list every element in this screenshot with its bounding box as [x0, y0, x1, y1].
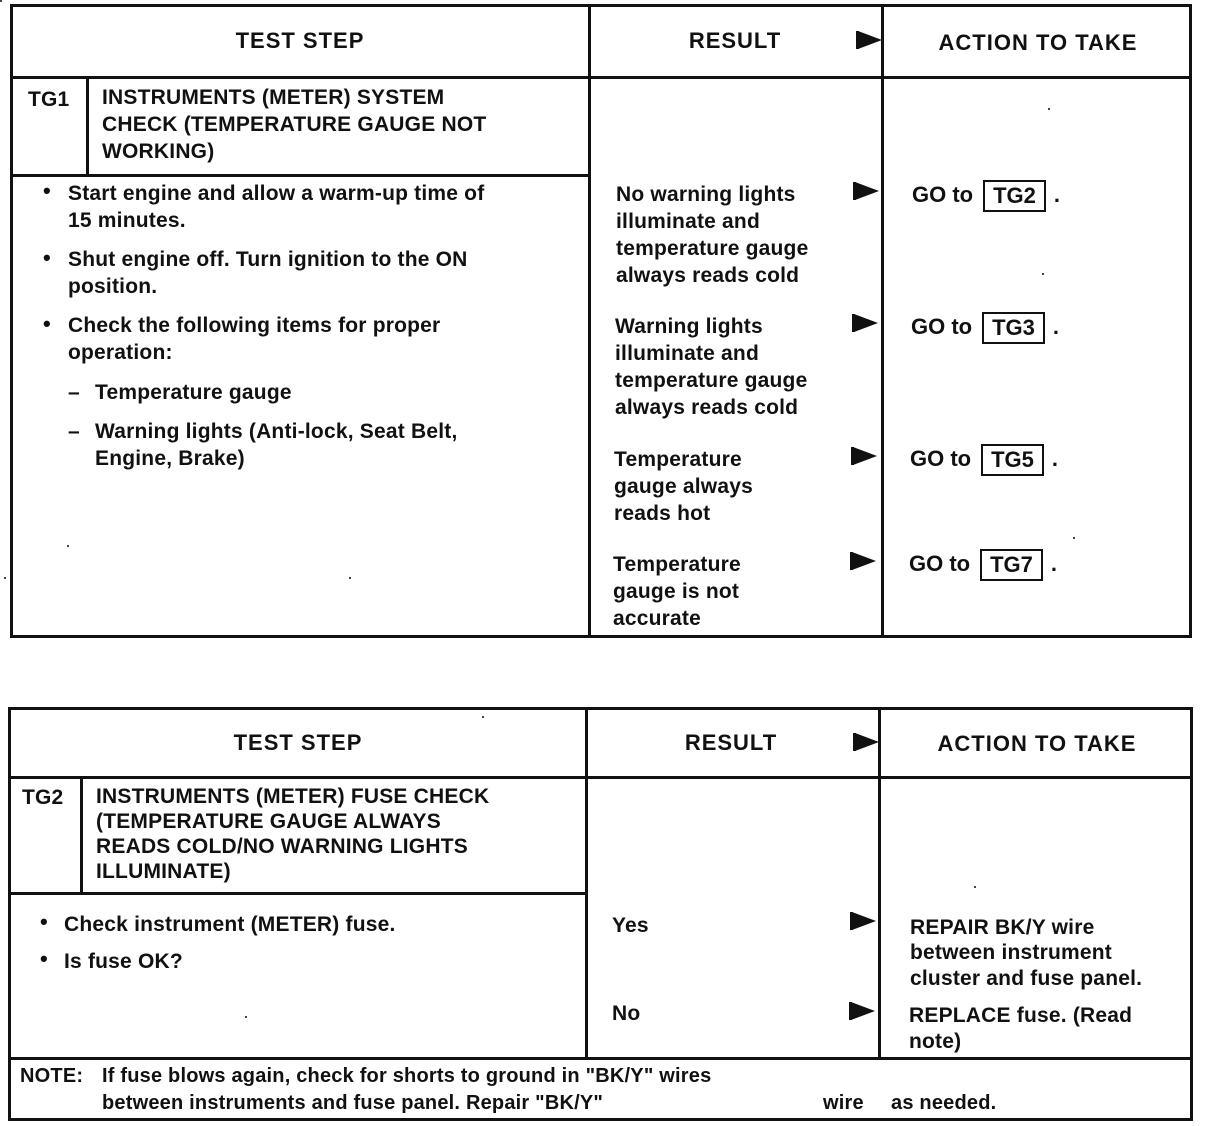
- header-action: ACTION TO TAKE: [937, 731, 1137, 756]
- arrow-icon: [853, 447, 877, 465]
- divider: [588, 4, 591, 638]
- note-line: wire: [823, 1092, 864, 1114]
- bullet-icon: •: [40, 946, 48, 971]
- dash-icon: –: [68, 420, 80, 443]
- bullet-icon: •: [43, 245, 51, 270]
- result-line: No warning lights: [616, 183, 796, 206]
- bullet-icon: •: [43, 178, 51, 203]
- divider: [80, 779, 83, 893]
- goto-label: GO to: [912, 181, 974, 207]
- step-title-line: READS COLD/NO WARNING LIGHTS: [96, 835, 468, 858]
- scan-speck: [1042, 273, 1044, 275]
- note-label: NOTE:: [20, 1065, 84, 1087]
- divider: [8, 892, 588, 895]
- instruction-subitem: Engine, Brake): [95, 447, 245, 470]
- instruction-line: operation:: [68, 341, 173, 364]
- action-line: cluster and fuse panel.: [910, 967, 1143, 990]
- ref-box-tg7[interactable]: TG7: [980, 549, 1043, 581]
- result-line: illuminate and: [615, 342, 759, 365]
- divider: [878, 707, 881, 1059]
- result-line: Yes: [612, 914, 649, 937]
- divider: [86, 79, 89, 175]
- result-line: temperature gauge: [616, 237, 809, 260]
- result-line: always reads cold: [615, 396, 799, 419]
- note-line: If fuse blows again, check for shorts to ground in "BK/Y" wires: [102, 1065, 712, 1087]
- action-line: between instrument: [910, 941, 1112, 964]
- action-goto: [910, 444, 1058, 476]
- instruction-subitem: Warning lights (Anti-lock, Seat Belt,: [95, 420, 458, 443]
- header-result: RESULT: [684, 730, 778, 755]
- arrow-icon: [851, 1002, 875, 1020]
- goto-label: GO to: [909, 550, 971, 576]
- note-line: as needed.: [891, 1092, 997, 1114]
- action-goto: [912, 180, 1060, 212]
- header-arrow-icon: [858, 31, 882, 49]
- ref-box-tg3[interactable]: TG3: [982, 312, 1045, 344]
- action-line: note): [909, 1030, 962, 1053]
- action-goto: [911, 312, 1059, 344]
- dash-icon: –: [68, 381, 80, 404]
- arrow-icon: [854, 314, 878, 332]
- action-line: REPAIR BK/Y wire: [910, 916, 1095, 939]
- step-title-line: ILLUMINATE): [96, 860, 231, 883]
- divider: [10, 76, 1192, 79]
- action-line: REPLACE fuse. (Read: [909, 1004, 1133, 1027]
- instruction-line: Start engine and allow a warm-up time of: [68, 182, 485, 205]
- step-title-line: (TEMPERATURE GAUGE ALWAYS: [96, 810, 441, 833]
- arrow-icon: [855, 182, 879, 200]
- divider: [8, 776, 1193, 779]
- instruction-line: position.: [68, 275, 158, 298]
- scan-speck: [1048, 108, 1050, 110]
- result-line: Warning lights: [615, 315, 763, 338]
- result-line: accurate: [613, 607, 701, 630]
- step-title-line: CHECK (TEMPERATURE GAUGE NOT: [102, 113, 487, 136]
- step-title-line: WORKING): [102, 140, 215, 163]
- instruction-line: 15 minutes.: [68, 209, 186, 232]
- step-id: TG2: [22, 786, 64, 809]
- instruction-subitem: Temperature gauge: [95, 381, 292, 404]
- goto-period: .: [1053, 181, 1061, 207]
- header-arrow-icon: [855, 733, 879, 751]
- instruction-line: Check the following items for proper: [68, 314, 441, 337]
- action-goto: [909, 549, 1057, 581]
- scan-speck: [349, 577, 351, 579]
- header-action: ACTION TO TAKE: [938, 30, 1138, 55]
- divider: [585, 707, 588, 1059]
- arrow-icon: [852, 912, 876, 930]
- step-title-line: INSTRUMENTS (METER) SYSTEM: [102, 86, 445, 109]
- scan-speck: [4, 577, 6, 579]
- result-line: Temperature: [613, 553, 741, 576]
- ref-box-tg5[interactable]: TG5: [981, 444, 1044, 476]
- scan-speck: [482, 716, 484, 718]
- goto-period: .: [1052, 313, 1060, 339]
- bullet-icon: •: [43, 311, 51, 336]
- goto-label: GO to: [910, 445, 972, 471]
- goto-period: .: [1051, 445, 1059, 471]
- header-test-step: TEST STEP: [233, 730, 363, 755]
- scan-speck: [245, 1016, 247, 1018]
- instruction-line: Check instrument (METER) fuse.: [64, 913, 396, 936]
- result-line: Temperature: [614, 448, 742, 471]
- header-result: RESULT: [688, 28, 782, 53]
- goto-period: .: [1050, 550, 1058, 576]
- result-line: temperature gauge: [615, 369, 808, 392]
- result-line: illuminate and: [616, 210, 760, 233]
- scan-speck: [974, 886, 976, 888]
- result-line: always reads cold: [616, 264, 800, 287]
- ref-box-tg2[interactable]: TG2: [983, 180, 1046, 212]
- scan-speck: [0, 0, 2, 2]
- result-line: reads hot: [614, 502, 711, 525]
- result-line: No: [612, 1002, 641, 1025]
- header-test-step: TEST STEP: [235, 28, 365, 53]
- result-line: gauge always: [614, 475, 753, 498]
- divider: [10, 174, 590, 177]
- scan-speck: [1073, 537, 1075, 539]
- divider: [8, 1057, 1193, 1060]
- step-title-line: INSTRUMENTS (METER) FUSE CHECK: [96, 785, 490, 808]
- result-line: gauge is not: [613, 580, 740, 603]
- step-id: TG1: [28, 88, 70, 111]
- divider: [881, 4, 884, 638]
- bullet-icon: •: [40, 909, 48, 934]
- goto-label: GO to: [911, 313, 973, 339]
- instruction-line: Shut engine off. Turn ignition to the ON: [68, 248, 468, 271]
- arrow-icon: [852, 552, 876, 570]
- instruction-line: Is fuse OK?: [64, 950, 183, 973]
- scan-speck: [67, 545, 69, 547]
- note-line: between instruments and fuse panel. Repair "BK/Y": [102, 1092, 604, 1114]
